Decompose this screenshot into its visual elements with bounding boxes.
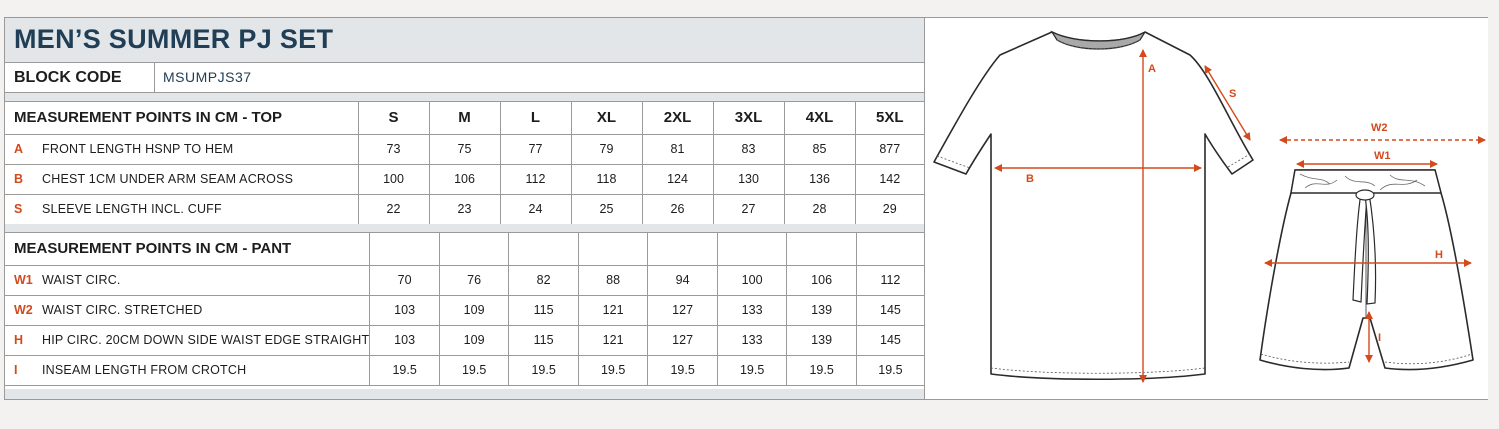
measurement-label-cell xyxy=(5,134,358,164)
measurement-label: WAIST CIRC. STRETCHED xyxy=(42,303,203,317)
pant-section-heading: MEASUREMENT POINTS IN CM - PANT xyxy=(5,233,370,265)
top-measurement-table xyxy=(5,102,924,225)
value-cell: 112 xyxy=(500,164,571,194)
garment-diagram-panel xyxy=(924,18,1488,399)
value-cell: 106 xyxy=(787,265,857,295)
measurement-label-cell xyxy=(5,325,370,355)
value-cell: 85 xyxy=(784,134,855,164)
table-row xyxy=(5,295,924,325)
value-cell: 142 xyxy=(855,164,924,194)
value-cell: 26 xyxy=(642,194,713,224)
pant-header-row xyxy=(5,233,924,265)
value-cell: 106 xyxy=(429,164,500,194)
measurement-label: FRONT LENGTH HSNP TO HEM xyxy=(42,142,234,156)
tshirt-illustration xyxy=(934,32,1253,382)
section-divider xyxy=(5,224,924,233)
measure-label-i: I xyxy=(1378,332,1382,344)
value-cell: 77 xyxy=(500,134,571,164)
value-cell: 19.5 xyxy=(717,355,787,385)
measurement-label-cell xyxy=(5,265,370,295)
value-cell: 127 xyxy=(648,295,718,325)
value-cell: 19.5 xyxy=(648,355,718,385)
empty-cell xyxy=(509,233,579,265)
empty-cell xyxy=(717,233,787,265)
value-cell: 133 xyxy=(717,325,787,355)
shorts-illustration xyxy=(1260,122,1485,370)
value-cell: 127 xyxy=(648,325,718,355)
garment-diagram xyxy=(925,18,1488,399)
value-cell: 24 xyxy=(500,194,571,224)
value-cell: 27 xyxy=(713,194,784,224)
empty-cell xyxy=(578,233,648,265)
value-cell: 124 xyxy=(642,164,713,194)
value-cell: 100 xyxy=(717,265,787,295)
empty-cell xyxy=(648,233,718,265)
measure-label-h: H xyxy=(1435,249,1443,261)
measurement-label-cell xyxy=(5,164,358,194)
value-cell: 109 xyxy=(439,295,509,325)
tshirt-body xyxy=(934,32,1253,379)
measurement-label-cell xyxy=(5,295,370,325)
measurement-label: INSEAM LENGTH FROM CROTCH xyxy=(42,363,247,377)
top-section-heading: MEASUREMENT POINTS IN CM - TOP xyxy=(5,102,358,134)
value-cell: 23 xyxy=(429,194,500,224)
table-row xyxy=(5,164,924,194)
measurement-label: WAIST CIRC. xyxy=(42,273,121,287)
block-code-value: MSUMPJS37 xyxy=(163,69,252,85)
value-cell: 22 xyxy=(358,194,429,224)
measurement-code: W1 xyxy=(14,273,33,287)
table-row xyxy=(5,265,924,295)
drawstring-knot xyxy=(1356,190,1374,200)
value-cell: 73 xyxy=(358,134,429,164)
value-cell: 25 xyxy=(571,194,642,224)
measurement-label: CHEST 1CM UNDER ARM SEAM ACROSS xyxy=(42,172,294,186)
size-header: S xyxy=(358,102,429,134)
value-cell: 121 xyxy=(578,295,648,325)
measurement-code: A xyxy=(14,142,24,156)
value-cell: 19.5 xyxy=(856,355,924,385)
value-cell: 130 xyxy=(713,164,784,194)
measurement-code: S xyxy=(14,202,23,216)
value-cell: 103 xyxy=(370,295,440,325)
table-row xyxy=(5,355,924,385)
value-cell: 115 xyxy=(509,295,579,325)
value-cell: 139 xyxy=(787,325,857,355)
value-cell: 28 xyxy=(784,194,855,224)
measurement-code: I xyxy=(14,363,18,377)
measurement-label-cell xyxy=(5,355,370,385)
block-code-row xyxy=(5,63,924,93)
value-cell: 19.5 xyxy=(509,355,579,385)
value-cell: 19.5 xyxy=(787,355,857,385)
measure-label-a: A xyxy=(1148,63,1156,75)
empty-cell xyxy=(787,233,857,265)
measure-label-b: B xyxy=(1026,173,1034,185)
value-cell: 81 xyxy=(642,134,713,164)
measurement-label: HIP CIRC. 20CM DOWN SIDE WAIST EDGE STRAIGHT xyxy=(42,333,370,347)
empty-cell xyxy=(856,233,924,265)
value-cell: 118 xyxy=(571,164,642,194)
value-cell: 100 xyxy=(358,164,429,194)
size-header: XL xyxy=(571,102,642,134)
value-cell: 121 xyxy=(578,325,648,355)
value-cell: 145 xyxy=(856,325,924,355)
top-header-row xyxy=(5,102,924,134)
value-cell: 75 xyxy=(429,134,500,164)
value-cell: 29 xyxy=(855,194,924,224)
table-row xyxy=(5,325,924,355)
size-header: L xyxy=(500,102,571,134)
measure-label-w1: W1 xyxy=(1374,150,1391,162)
value-cell: 82 xyxy=(509,265,579,295)
size-header: 3XL xyxy=(713,102,784,134)
value-cell: 76 xyxy=(439,265,509,295)
value-cell: 19.5 xyxy=(370,355,440,385)
measure-label-w2: W2 xyxy=(1371,122,1388,134)
measurement-label: SLEEVE LENGTH INCL. CUFF xyxy=(42,202,222,216)
size-spec-sheet xyxy=(4,17,1488,400)
value-cell: 70 xyxy=(370,265,440,295)
value-cell: 877 xyxy=(855,134,924,164)
value-cell: 79 xyxy=(571,134,642,164)
value-cell: 19.5 xyxy=(439,355,509,385)
value-cell: 103 xyxy=(370,325,440,355)
measurement-label-cell xyxy=(5,194,358,224)
value-cell: 115 xyxy=(509,325,579,355)
value-cell: 112 xyxy=(856,265,924,295)
value-cell: 83 xyxy=(713,134,784,164)
table-row xyxy=(5,134,924,164)
value-cell: 94 xyxy=(648,265,718,295)
section-divider xyxy=(5,93,924,102)
table-row xyxy=(5,194,924,224)
empty-cell xyxy=(439,233,509,265)
empty-cell xyxy=(370,233,440,265)
measure-label-s: S xyxy=(1229,88,1237,100)
size-header: 2XL xyxy=(642,102,713,134)
value-cell: 88 xyxy=(578,265,648,295)
title-bar xyxy=(5,18,924,63)
value-cell: 109 xyxy=(439,325,509,355)
value-cell: 139 xyxy=(787,295,857,325)
value-cell: 145 xyxy=(856,295,924,325)
measurement-code: B xyxy=(14,172,24,186)
size-header: M xyxy=(429,102,500,134)
page-title: MEN’S SUMMER PJ SET xyxy=(14,24,334,54)
size-header: 4XL xyxy=(784,102,855,134)
measurement-code: W2 xyxy=(14,303,33,317)
value-cell: 133 xyxy=(717,295,787,325)
measurement-panel xyxy=(5,18,924,399)
measurement-code: H xyxy=(14,333,24,347)
value-cell: 19.5 xyxy=(578,355,648,385)
bottom-band xyxy=(5,389,924,399)
block-code-label: BLOCK CODE xyxy=(5,63,155,92)
size-header: 5XL xyxy=(855,102,924,134)
value-cell: 136 xyxy=(784,164,855,194)
pant-measurement-table xyxy=(5,233,924,386)
